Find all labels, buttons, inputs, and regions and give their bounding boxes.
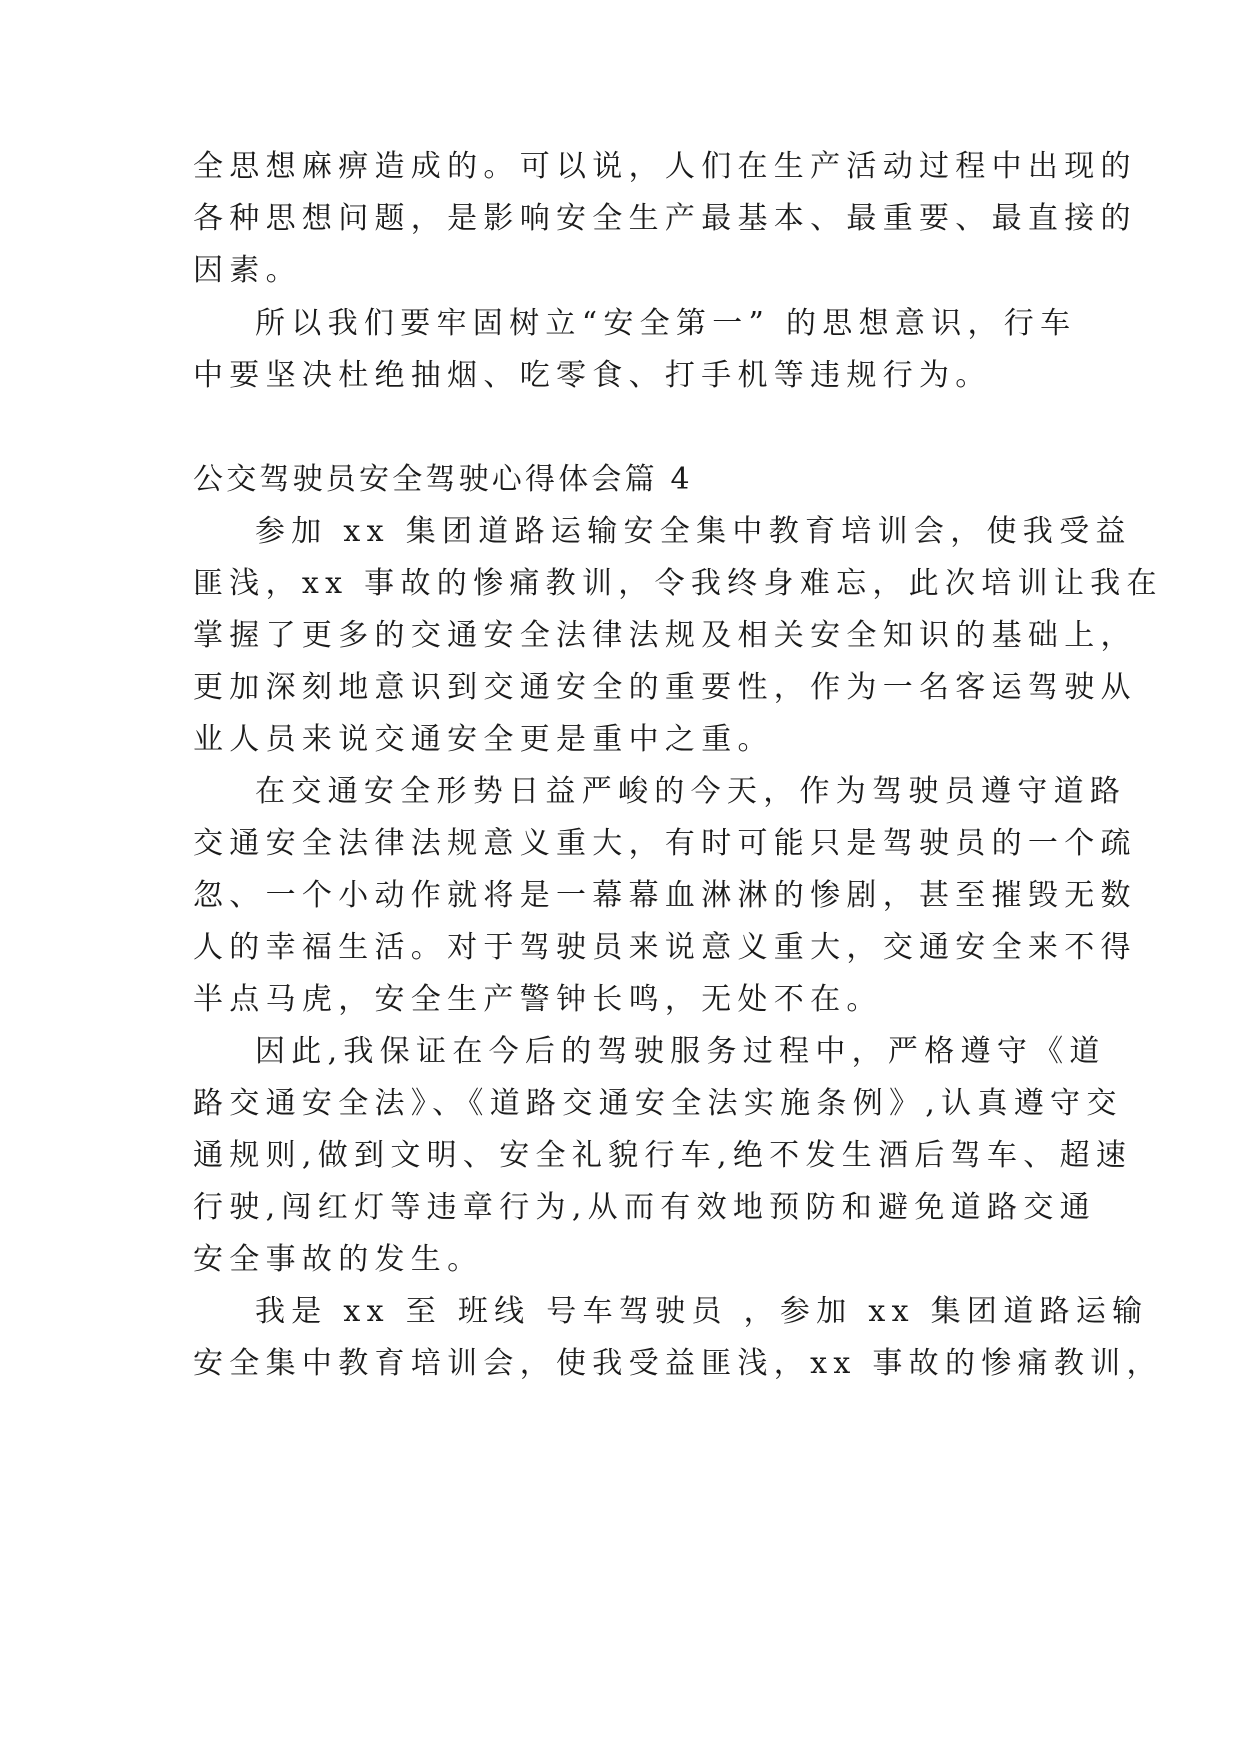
paragraph-line: 安全事故的发生。 [193, 1242, 484, 1277]
paragraph-line: 在交通安全形势日益严峻的今天，作为驾驶员遵守道路 [255, 774, 1127, 809]
paragraph-line: 掌握了更多的交通安全法律法规及相关安全知识的基础上， [193, 618, 1137, 653]
paragraph-line: 匪浅，xx 事故的惨痛教训，令我终身难忘，此次培训让我在 [193, 566, 1163, 601]
paragraph-line: 人的幸福生活。对于驾驶员来说意义重大，交通安全来不得 [193, 930, 1137, 965]
paragraph-line: 行驶,闯红灯等违章行为,从而有效地预防和避免道路交通 [193, 1190, 1096, 1225]
paragraph-line: 更加深刻地意识到交通安全的重要性，作为一名客运驾驶从 [193, 670, 1137, 705]
paragraph-line: 我是 xx 至 班线 号车驾驶员 ，参加 xx 集团道路运输 [255, 1294, 1149, 1329]
paragraph-line: 业人员来说交通安全更是重中之重。 [193, 722, 774, 757]
paragraph-line: 全思想麻痹造成的。可以说，人们在生产活动过程中出现的 [193, 149, 1137, 184]
paragraph-line: 安全集中教育培训会，使我受益匪浅，xx 事故的惨痛教训， [193, 1346, 1163, 1381]
paragraph-line: 参加 xx 集团道路运输安全集中教育培训会，使我受益 [255, 514, 1132, 549]
paragraph-line: 因此,我保证在今后的驾驶服务过程中，严格遵守《道 [255, 1034, 1106, 1069]
paragraph-line: 各种思想问题，是影响安全生产最基本、最重要、最直接的 [193, 201, 1137, 236]
paragraph-line: 所以我们要牢固树立“安全第一” 的思想意识，行车 [255, 306, 1077, 341]
paragraph-line: 半点马虎，安全生产警钟长鸣，无处不在。 [193, 982, 883, 1017]
paragraph-line: 交通安全法律法规意义重大，有时可能只是驾驶员的一个疏 [193, 826, 1137, 861]
paragraph-line: 通规则,做到文明、安全礼貌行车,绝不发生酒后驾车、超速 [193, 1138, 1133, 1173]
paragraph-line: 忽、一个小动作就将是一幕幕血淋淋的惨剧，甚至摧毁无数 [193, 878, 1137, 913]
paragraph-line: 因素。 [193, 253, 302, 288]
paragraph-line: 中要坚决杜绝抽烟、吃零食、打手机等违规行为。 [193, 358, 992, 393]
paragraph-line: 路交通安全法》、《道路交通安全法实施条例》,认真遵守交 [193, 1086, 1123, 1121]
section-heading: 公交驾驶员安全驾驶心得体会篇 4 [193, 462, 693, 497]
